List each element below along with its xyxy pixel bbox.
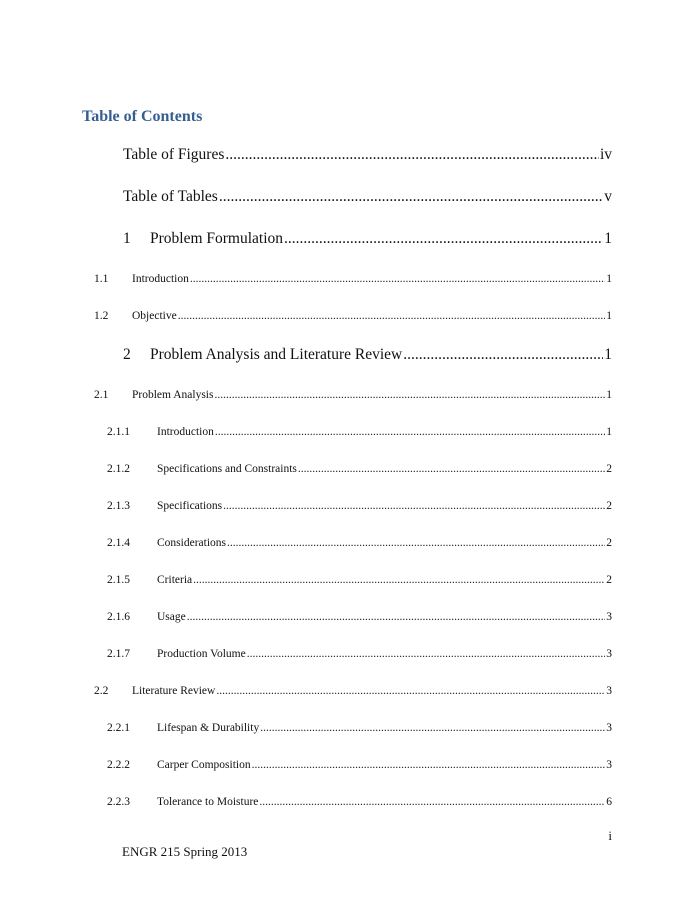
- toc-leader-dots: [298, 463, 605, 475]
- toc-entry-title: Problem Analysis and Literature Review: [150, 346, 403, 363]
- toc-entry-title: Objective: [132, 310, 177, 322]
- toc-entry-page: 3: [606, 722, 612, 734]
- toc-leader-dots: [178, 310, 606, 322]
- toc-entry-title: Lifespan & Durability: [157, 722, 260, 734]
- toc-entry-title: Tolerance to Moisture: [157, 796, 259, 808]
- toc-entry-page: 1: [606, 273, 612, 285]
- toc-leader-dots: [219, 188, 603, 206]
- toc-entry-2-2-3[interactable]: [107, 796, 612, 808]
- toc-entry-title: Carper Composition: [157, 759, 251, 771]
- toc-entry-2-1[interactable]: [94, 389, 612, 401]
- toc-entry-page: 3: [606, 685, 612, 697]
- toc-entry-page: 1: [604, 230, 612, 247]
- toc-entry-2-1-6[interactable]: [107, 611, 612, 623]
- toc-leader-dots: [227, 537, 605, 549]
- toc-entry-number: 2.1.2: [107, 463, 130, 475]
- toc-entry-page: 1: [606, 389, 612, 401]
- toc-entry-2-2-1[interactable]: [107, 722, 612, 734]
- toc-leader-dots: [403, 346, 603, 364]
- toc-entry-2-1-4[interactable]: [107, 537, 612, 549]
- toc-entry-page: 1: [604, 346, 612, 363]
- toc-entry-1-1[interactable]: [94, 273, 612, 285]
- toc-entry-number: 2.1: [94, 389, 109, 401]
- toc-entry-2-2[interactable]: [94, 685, 612, 697]
- toc-entry-number: 2.1.3: [107, 500, 130, 512]
- toc-entry-page: 2: [606, 537, 612, 549]
- toc-entry-page: 2: [606, 574, 612, 586]
- toc-entry-number: 2.1.6: [107, 611, 130, 623]
- toc-leader-dots: [190, 273, 605, 285]
- toc-entry-title: Table of Figures: [123, 146, 225, 163]
- toc-leader-dots: [215, 426, 605, 438]
- toc-entry-number: 2.2.2: [107, 759, 130, 771]
- toc-leader-dots: [252, 759, 606, 771]
- toc-entry-number: 2.2.3: [107, 796, 130, 808]
- toc-leader-dots: [247, 648, 606, 660]
- toc-entry-title: Specifications and Constraints: [157, 463, 297, 475]
- toc-entry-2-2-2[interactable]: [107, 759, 612, 771]
- toc-entry-number: 1: [123, 230, 131, 247]
- toc-entry-page: 3: [606, 648, 612, 660]
- toc-entry-page: 3: [606, 611, 612, 623]
- toc-entry-table-of-tables[interactable]: [123, 188, 612, 206]
- toc-leader-dots: [216, 685, 605, 697]
- toc-entry-title: Problem Formulation: [150, 230, 284, 247]
- toc-entry-title: Problem Analysis: [132, 389, 214, 401]
- toc-entry-number: 2.1.7: [107, 648, 130, 660]
- toc-entry-2-1-3[interactable]: [107, 500, 612, 512]
- toc-entry-2[interactable]: [123, 346, 612, 364]
- toc-entry-title: Considerations: [157, 537, 226, 549]
- toc-entry-title: Usage: [157, 611, 186, 623]
- footer-page-number: i: [608, 828, 612, 843]
- toc-entry-page: iv: [599, 146, 612, 163]
- toc-entry-number: 2.2.1: [107, 722, 130, 734]
- toc-entry-number: 2.1.4: [107, 537, 130, 549]
- toc-entry-page: v: [604, 188, 612, 205]
- toc-entry-page: 3: [606, 759, 612, 771]
- toc-leader-dots: [223, 500, 605, 512]
- toc-entry-page: 2: [606, 463, 612, 475]
- toc-entry-number: 1.2: [94, 310, 109, 322]
- toc-entry-title: Literature Review: [132, 685, 216, 697]
- toc-leader-dots: [214, 389, 605, 401]
- toc-entry-number: 2.2: [94, 685, 109, 697]
- toc-entry-2-1-1[interactable]: [107, 426, 612, 438]
- toc-entry-title: Specifications: [157, 500, 223, 512]
- toc-entry-page: 1: [606, 426, 612, 438]
- toc-entry-title: Criteria: [157, 574, 193, 586]
- toc-entry-title: Table of Tables: [123, 188, 218, 205]
- toc-leader-dots: [225, 146, 599, 164]
- toc-entry-2-1-5[interactable]: [107, 574, 612, 586]
- toc-entry-number: 1.1: [94, 273, 109, 285]
- toc-leader-dots: [193, 574, 605, 586]
- toc-leader-dots: [284, 230, 603, 248]
- toc-entry-2-1-2[interactable]: [107, 463, 612, 475]
- toc-entry-number: 2: [123, 346, 131, 363]
- toc-entry-page: 2: [606, 500, 612, 512]
- toc-entry-page: 6: [606, 796, 612, 808]
- toc-leader-dots: [259, 796, 605, 808]
- toc-entry-number: 2.1.1: [107, 426, 130, 438]
- toc-entry-1[interactable]: [123, 230, 612, 248]
- toc-entry-2-1-7[interactable]: [107, 648, 612, 660]
- toc-entry-title: Introduction: [132, 273, 189, 285]
- toc-leader-dots: [187, 611, 606, 623]
- toc-entry-title: Production Volume: [157, 648, 246, 660]
- toc-entry-1-2[interactable]: [94, 310, 612, 322]
- toc-entry-table-of-figures[interactable]: [123, 146, 612, 164]
- toc-leader-dots: [260, 722, 605, 734]
- footer-label: ENGR 215 Spring 2013: [122, 844, 248, 859]
- toc-entry-title: Introduction: [157, 426, 214, 438]
- toc-entry-page: 1: [606, 310, 612, 322]
- toc-heading: Table of Contents: [82, 108, 203, 125]
- toc-entry-number: 2.1.5: [107, 574, 130, 586]
